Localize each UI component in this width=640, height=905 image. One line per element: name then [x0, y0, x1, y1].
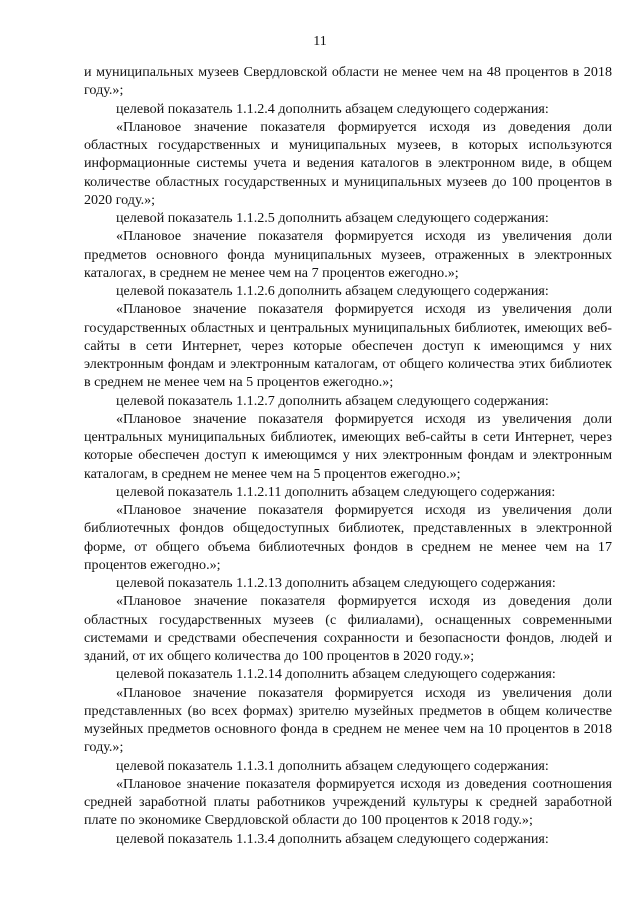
paragraph-indicator-intro: целевой показатель 1.1.2.7 дополнить абзацем следующего содержания:: [116, 392, 549, 409]
page-number: 11: [313, 34, 327, 49]
paragraph-quoted-text: «Плановое значение показателя формируется исходя из доведения соотношения средней заработной платы работников учреждений культуры к средней заработной плате по экономике Свердловской области до 100 процентов к 2018 году.»;: [84, 775, 612, 829]
paragraph-quoted-text: «Плановое значение показателя формируется исходя из увеличения доли библиотечных фондов общедоступных библиотек, представленных в электронной форме, от общего объема библиотечных фондов в среднем не менее чем на 17 процентов ежегодно.»;: [84, 502, 612, 573]
paragraph-quoted-text: «Плановое значение показателя формируется исходя из увеличения доли представленных (во всех формах) зрителю музейных предметов в общем количестве музейных предметов основного фонда в среднем не менее чем на 10 процентов в 2018 году.»;: [84, 684, 612, 756]
paragraph-quoted-text: «Плановое значение показателя формируется исходя из увеличения доли предметов основного фонда муниципальных музеев, отраженных в электронных каталогах, в среднем не менее чем на 7 процентов ежегодно.»;: [84, 228, 612, 281]
paragraph-continuation: и муниципальных музеев Свердловской области не менее чем на 48 процентов в 2018 году.»;: [84, 64, 612, 99]
paragraph-indicator-intro: целевой показатель 1.1.2.11 дополнить абзацем следующего содержания:: [116, 483, 556, 500]
paragraph-indicator-intro: целевой показатель 1.1.2.6 дополнить абзацем следующего содержания:: [116, 283, 549, 299]
paragraph-indicator-intro: целевой показатель 1.1.3.4 дополнить абзацем следующего содержания:: [116, 830, 549, 847]
paragraph-indicator-intro: целевой показатель 1.1.3.1 дополнить абзацем следующего содержания:: [116, 757, 549, 774]
paragraph-quoted-text: «Плановое значение показателя формируется исходя из доведения доли областных государственных и муниципальных музеев, в которых используются информационные системы учета и ведения каталогов в электронном виде, в общем количестве областных государственных и муниципальных музеев до 100 процентов в 2020 году.»;: [84, 118, 612, 208]
paragraph-indicator-intro: целевой показатель 1.1.2.14 дополнить абзацем следующего содержания:: [116, 666, 556, 683]
paragraph-quoted-text: «Плановое значение показателя формируется исходя из увеличения доли центральных муниципальных библиотек, имеющих веб-сайты в сети Интернет, через которые обеспечен доступ к имеющимся у них электронным фондам и электронным каталогам, в среднем не менее чем на 5 процентов ежегодно.»;: [84, 410, 612, 482]
paragraph-quoted-text: «Плановое значение показателя формируется исходя из увеличения доли государственных областных и центральных муниципальных библиотек, имеющих веб-сайты в сети Интернет, через которые обеспечен доступ к имеющимся у них электронным фондам и электронным каталогам, от общего количества этих библиотек в среднем не менее чем на 5 процентов ежегодно.»;: [84, 301, 612, 391]
paragraph-indicator-intro: целевой показатель 1.1.2.13 дополнить абзацем следующего содержания:: [116, 575, 556, 591]
paragraph-indicator-intro: целевой показатель 1.1.2.5 дополнить абзацем следующего содержания:: [116, 210, 549, 226]
document-body: [84, 63, 612, 848]
paragraph-indicator-intro: целевой показатель 1.1.2.4 дополнить абзацем следующего содержания:: [116, 100, 549, 117]
paragraph-quoted-text: «Плановое значение показателя формируется исходя из доведения доли областных государственных музеев (с филиалами), оснащенных современными системами и средствами обеспечения сохранности и безопасности фондов, людей и зданий, от их общего количества до 100 процентов в 2020 году.»;: [84, 593, 612, 664]
